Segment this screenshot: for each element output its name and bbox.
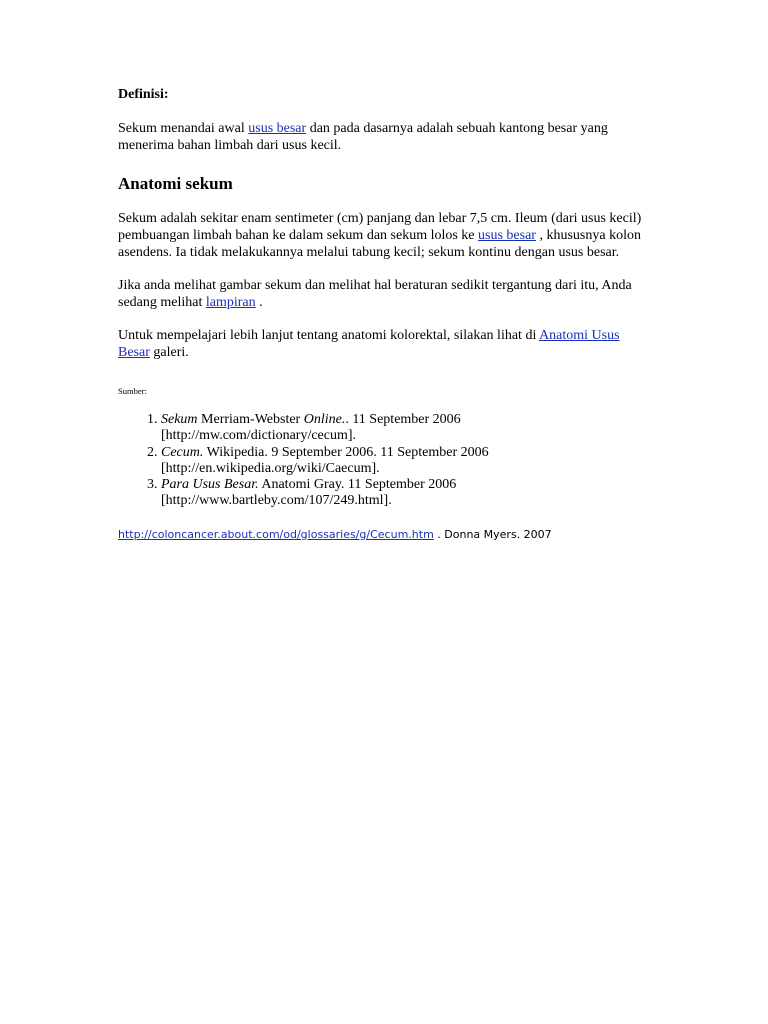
sources-list [118,412,648,510]
source-item [161,477,648,510]
anatomy-p1-text-a: Sekum adalah sekitar enam sentimeter (cm) panjang dan lebar 7,5 cm. Ileum (dari usus kecil) pembuangan limbah bahan ke dalam sekum dan sekum lolos ke [118,211,642,243]
source-rest: . 11 September 2006 [http://mw.com/dictionary/cecum]. [161,412,461,444]
source-italic: Cecum. [161,444,204,460]
anatomy-p2-text-a: Jika anda melihat gambar sekum dan melihat hal beraturan sedikit tergantung dari itu, Anda sedang melihat [118,278,632,310]
anatomy-paragraph-1 [118,210,648,261]
anatomi-usus-besar-link[interactable]: Anatomi Usus Besar [118,328,620,360]
anatomy-title: Anatomi sekum [118,174,233,193]
source-italic-2: Online. [303,412,346,427]
source-item [161,412,648,445]
source-italic: Para Usus Besar. [161,477,259,493]
anatomy-p3-text-a: Untuk mempelajari lebih lanjut tentang anatomi kolorektal, silakan lihat di [118,328,540,343]
coloncancer-link[interactable]: http://coloncancer.about.com/od/glossaries/g/Cecum.htm [118,527,434,541]
usus-besar-link-1[interactable]: usus besar [248,121,307,136]
source-item [161,445,648,478]
source-italic: Sekum [161,412,198,427]
definition-heading: Definisi: [118,87,169,102]
anatomy-p1-text-b: , khususnya kolon asendens. Ia tidak melakukannya melalui tabung kecil; sekum kontinu dengan usus besar. [118,228,641,260]
sources-label: Sumber: [118,386,147,396]
definition-paragraph [118,120,648,154]
footer-text: . Donna Myers. 2007 [433,527,552,541]
definition-text-b: dan pada dasarnya adalah sebuah kantong besar yang menerima bahan limbah dari usus kecil. [118,121,608,153]
anatomy-paragraph-3 [118,327,648,361]
lampiran-link[interactable]: lampiran [205,295,256,310]
anatomy-paragraph-2 [118,277,648,311]
source-mid: Anatomi Gray. 11 September 2006 [http://www.bartleby.com/107/249.html]. [161,477,457,509]
anatomy-p2-text-b: . [255,295,263,310]
definition-text-a: Sekum menandai awal [118,121,249,136]
usus-besar-link-2[interactable]: usus besar [478,228,536,243]
source-mid: Wikipedia. 9 September 2006. 11 September 2006 [http://en.wikipedia.org/wiki/Caecum]. [161,444,489,476]
source-mid: Merriam-Webster [197,412,304,427]
document-page [118,86,648,542]
anatomy-p3-text-b: galeri. [149,345,189,360]
footer-citation [118,528,648,542]
